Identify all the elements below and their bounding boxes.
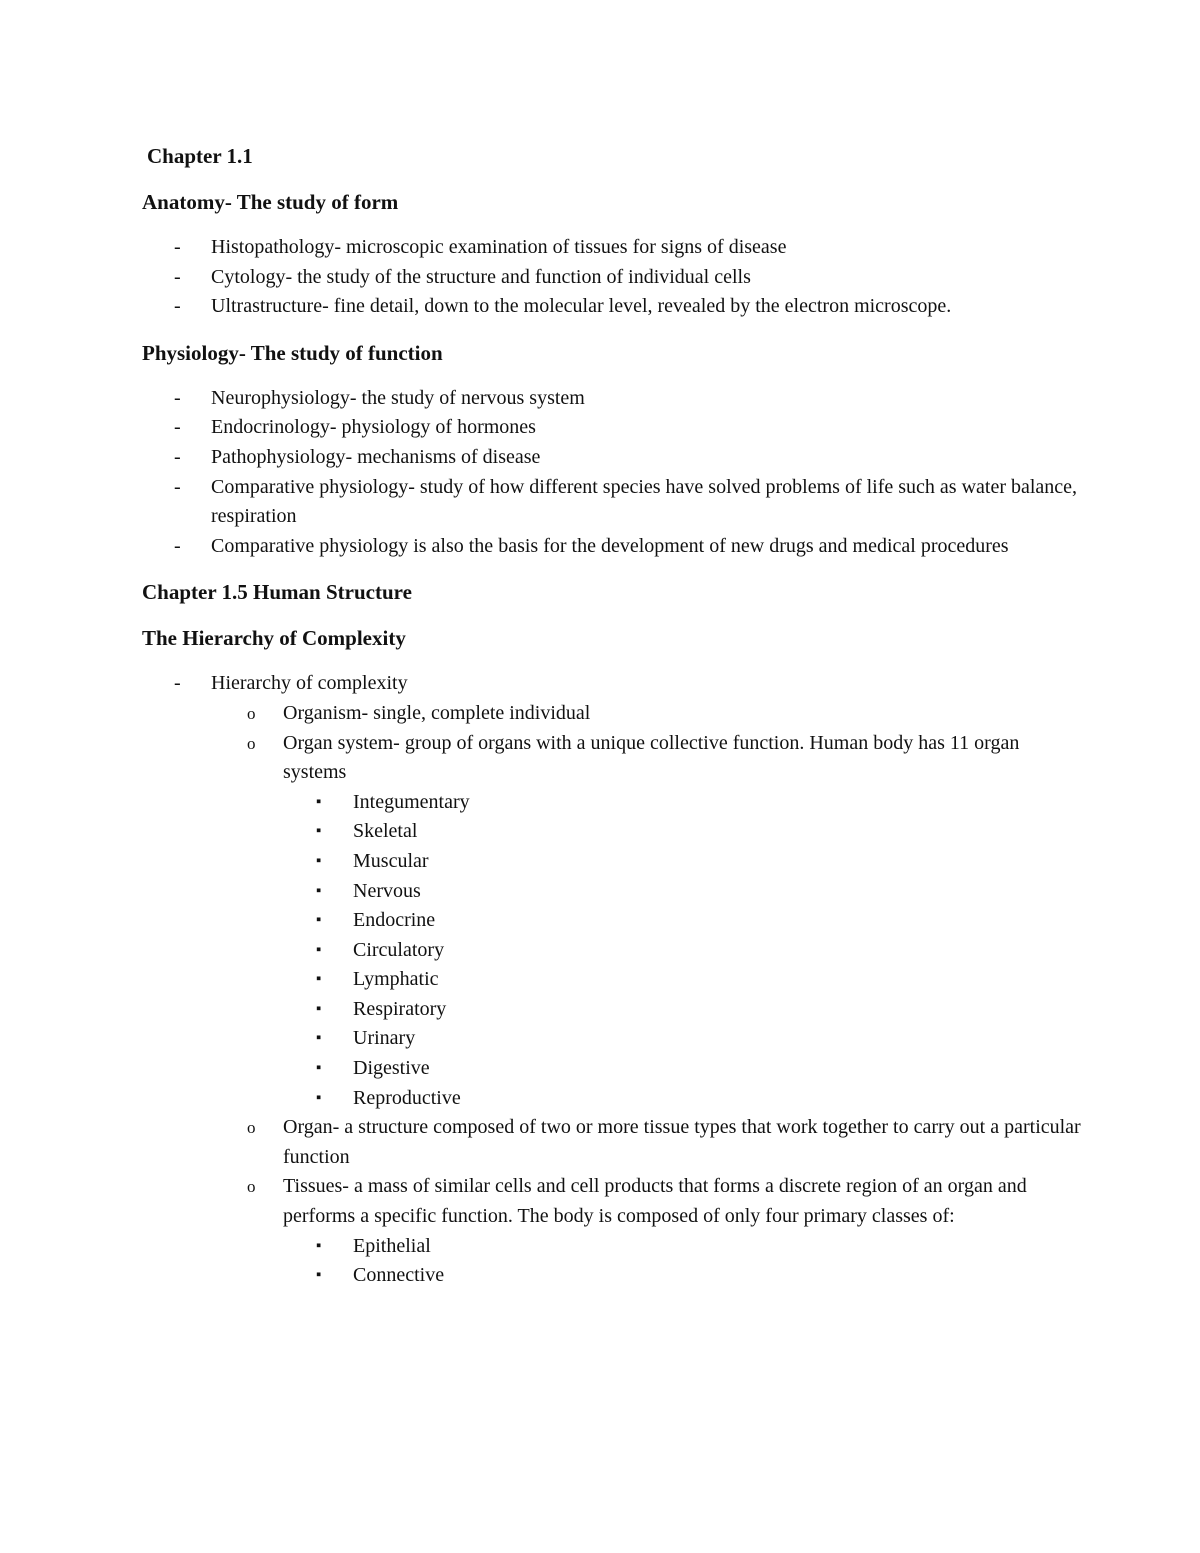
square-bullet: ▪ — [316, 793, 322, 810]
list-item-text: Hierarchy of complexity — [211, 672, 408, 695]
heading-hierarchy: The Hierarchy of Complexity — [142, 626, 406, 651]
dash-bullet: - — [174, 295, 181, 318]
list-item — [142, 1054, 1082, 1084]
heading-physiology: Physiology- The study of function — [142, 340, 443, 365]
dash-bullet: - — [174, 445, 181, 468]
list-item — [142, 1261, 1082, 1291]
list-item — [142, 669, 1082, 1290]
list-item-text: Endocrine — [353, 909, 436, 932]
list-item-text: Ultrastructure- fine detail, down to the molecular level, revealed by the electron microscope. — [211, 295, 952, 318]
square-bullet: ▪ — [316, 912, 322, 929]
list-item — [142, 473, 1082, 532]
square-bullet: ▪ — [316, 1030, 322, 1047]
square-bullet: ▪ — [316, 1000, 322, 1017]
list-item — [142, 1172, 1082, 1290]
circle-bullet: o — [247, 733, 256, 753]
hierarchy-list — [142, 669, 1082, 1290]
list-item — [142, 233, 1082, 263]
dash-bullet: - — [174, 265, 181, 288]
anatomy-list — [142, 233, 1082, 322]
physiology-list — [142, 384, 1082, 562]
heading-chapter-1-1: Chapter 1.1 — [147, 144, 253, 168]
dash-bullet: - — [174, 236, 181, 258]
square-bullet: ▪ — [316, 1060, 322, 1077]
list-item-text: Urinary — [353, 1027, 416, 1050]
list-item — [142, 292, 1082, 322]
list-item-text: Circulatory — [353, 938, 445, 961]
heading-chapter-1-5: Chapter 1.5 Human Structure — [142, 580, 412, 605]
list-item-text: Histopathology- microscopic examination of tissues for signs of disease — [211, 236, 787, 258]
square-bullet: ▪ — [316, 882, 322, 899]
dash-bullet: - — [174, 672, 181, 695]
list-item — [142, 532, 1082, 562]
list-item — [142, 1084, 1082, 1114]
circle-bullet: o — [247, 703, 256, 723]
list-item-text: Respiratory — [353, 997, 447, 1020]
list-item-text: Organ- a structure composed of two or more tissue types that work together to carry out a particular function — [283, 1116, 1081, 1168]
list-item — [142, 1113, 1082, 1172]
list-item-text: Neurophysiology- the study of nervous system — [211, 386, 585, 409]
hierarchy-levels-list — [142, 699, 1082, 1291]
square-bullet: ▪ — [316, 823, 322, 840]
list-item — [142, 936, 1082, 966]
list-item — [142, 263, 1082, 293]
list-item — [142, 877, 1082, 907]
list-item — [142, 847, 1082, 877]
square-bullet: ▪ — [316, 1267, 322, 1284]
list-item — [142, 443, 1082, 473]
square-bullet: ▪ — [316, 852, 322, 869]
list-item — [142, 1232, 1082, 1262]
circle-bullet: o — [247, 1177, 256, 1197]
dash-bullet: - — [174, 534, 181, 557]
list-item-text: Nervous — [353, 879, 421, 902]
dash-bullet: - — [174, 475, 181, 498]
square-bullet: ▪ — [316, 1237, 322, 1254]
list-item-text: Muscular — [353, 849, 429, 872]
list-item-text: Comparative physiology- study of how different species have solved problems of life such as water balance, respiration — [211, 475, 1078, 528]
list-item-text: Integumentary — [353, 790, 470, 813]
list-item — [142, 699, 1082, 729]
list-item — [142, 1024, 1082, 1054]
list-item-text: Connective — [353, 1264, 445, 1287]
square-bullet: ▪ — [316, 1089, 322, 1106]
list-item-text: Endocrinology- physiology of hormones — [211, 416, 536, 439]
list-item — [142, 906, 1082, 936]
list-item-text: Cytology- the study of the structure and function of individual cells — [211, 265, 751, 288]
list-item — [142, 729, 1082, 1114]
list-item-text: Organism- single, complete individual — [283, 701, 591, 724]
list-item-text: Epithelial — [353, 1234, 431, 1257]
list-item-text: Digestive — [353, 1057, 430, 1080]
list-item-text: Lymphatic — [353, 968, 439, 991]
list-item — [142, 384, 1082, 414]
square-bullet: ▪ — [316, 971, 322, 988]
list-item — [142, 788, 1082, 818]
list-item-text: Pathophysiology- mechanisms of disease — [211, 445, 541, 468]
list-item — [142, 413, 1082, 443]
list-item — [142, 995, 1082, 1025]
heading-anatomy: Anatomy- The study of form — [142, 190, 399, 214]
circle-bullet: o — [247, 1118, 256, 1138]
document-page — [142, 141, 1082, 1291]
list-item — [142, 965, 1082, 995]
list-item-text: Reproductive — [353, 1086, 461, 1109]
list-item-text: Organ system- group of organs with a unique collective function. Human body has 11 organ systems — [283, 731, 1020, 784]
list-item-text: Skeletal — [353, 820, 418, 843]
square-bullet: ▪ — [316, 941, 322, 958]
tissue-classes-list — [142, 1232, 1082, 1291]
list-item-text: Tissues- a mass of similar cells and cell products that forms a discrete region of an organ and performs a specific function. The body is composed of only four primary classes of: — [283, 1175, 1027, 1228]
list-item-text: Comparative physiology is also the basis for the development of new drugs and medical procedures — [211, 534, 1009, 557]
dash-bullet: - — [174, 386, 181, 409]
list-item — [142, 817, 1082, 847]
dash-bullet: - — [174, 416, 181, 439]
organ-systems-list — [142, 788, 1082, 1114]
